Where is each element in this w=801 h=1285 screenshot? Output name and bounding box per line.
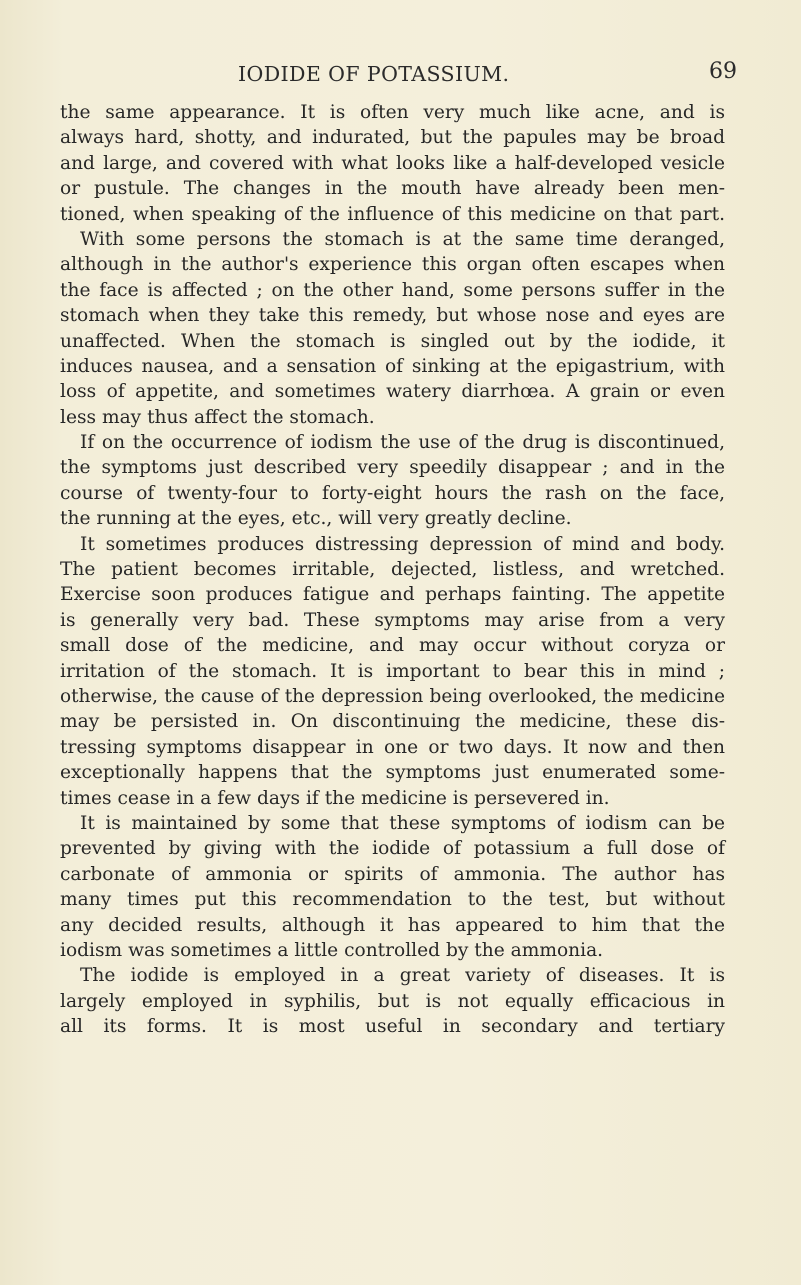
text-line: prevented by giving with the iodide of potassium a full dose of	[60, 838, 725, 860]
text-line: many times put this recommendation to the test, but without	[60, 889, 725, 911]
body-text	[60, 100, 725, 1039]
text-line: irritation of the stomach. It is important to bear this in mind ;	[60, 660, 725, 682]
text-line: stomach when they take this remedy, but whose nose and eyes are	[60, 305, 725, 327]
text-line: Exercise soon produces fatigue and perhaps fainting. The appetite	[60, 584, 725, 606]
text-line: If on the occurrence of iodism the use of the drug is discontinued,	[80, 432, 725, 454]
text-line: less may thus affect the stomach.	[60, 406, 375, 428]
text-line: course of twenty-four to forty-eight hours the rash on the face,	[60, 482, 725, 504]
text-line: With some persons the stomach is at the same time deranged,	[80, 228, 725, 250]
text-line: and large, and covered with what looks like a half-developed vesicle	[60, 152, 725, 174]
text-line: The iodide is employed in a great variety of diseases. It is	[80, 965, 725, 987]
text-line: the same appearance. It is often very much like acne, and is	[60, 102, 725, 123]
page-number: 69	[709, 59, 737, 84]
text-line: tressing symptoms disappear in one or two days. It now and then	[60, 736, 725, 758]
text-line: It is maintained by some that these symptoms of iodism can be	[80, 812, 725, 834]
text-line: any decided results, although it has appeared to him that the	[60, 914, 725, 936]
running-title: IODIDE OF POTASSIUM.	[238, 62, 510, 86]
text-line: iodism was sometimes a little controlled by the ammonia.	[60, 939, 604, 961]
text-line: induces nausea, and a sensation of sinking at the epigastrium, with	[60, 355, 725, 377]
text-line: may be persisted in. On discontinuing the medicine, these dis-	[60, 711, 725, 733]
text-line: largely employed in syphilis, but is not equally efficacious in	[60, 990, 725, 1012]
text-line: is generally very bad. These symptoms may arise from a very	[60, 609, 725, 631]
text-line: although in the author's experience this organ often escapes when	[60, 254, 725, 276]
text-line: The patient becomes irritable, dejected, listless, and wretched.	[60, 559, 725, 581]
text-line: loss of appetite, and sometimes watery diarrhœa. A grain or even	[60, 381, 725, 403]
text-line: the symptoms just described very speedily disappear ; and in the	[60, 457, 725, 479]
text-line: unaffected. When the stomach is singled out by the iodide, it	[60, 330, 725, 352]
text-line: the face is affected ; on the other hand, some persons suffer in the	[60, 279, 725, 301]
text-line: tioned, when speaking of the influence of this medicine on that part.	[60, 203, 725, 225]
text-line: small dose of the medicine, and may occur without coryza or	[60, 635, 725, 657]
text-line: all its forms. It is most useful in secondary and tertiary	[60, 1016, 725, 1038]
text-line: times cease in a few days if the medicine is persevered in.	[60, 787, 610, 809]
text-line: always hard, shotty, and indurated, but the papules may be broad	[60, 127, 725, 149]
text-line: otherwise, the cause of the depression being overlooked, the medicine	[60, 685, 725, 707]
running-head	[0, 59, 801, 92]
text-line: It sometimes produces distressing depression of mind and body.	[80, 533, 725, 555]
text-line: the running at the eyes, etc., will very greatly decline.	[60, 508, 572, 530]
text-line: carbonate of ammonia or spirits of ammonia. The author has	[60, 863, 725, 885]
text-line: or pustule. The changes in the mouth have already been men-	[60, 178, 725, 200]
text-line: exceptionally happens that the symptoms just enumerated some-	[60, 762, 725, 784]
